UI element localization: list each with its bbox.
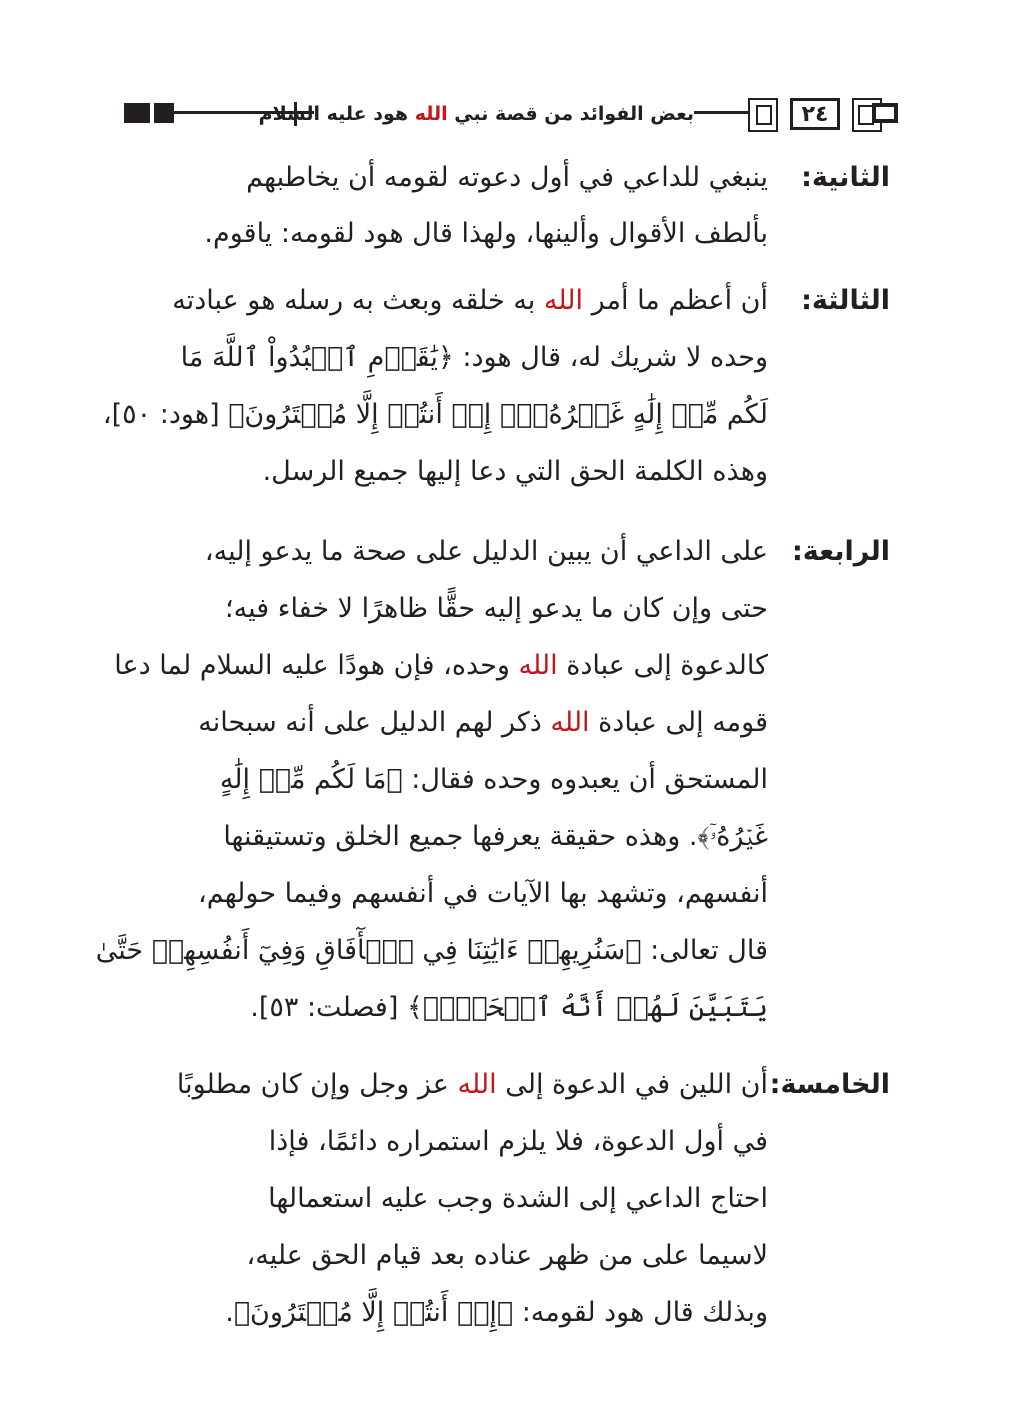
- text-segment: على الداعي أن يبين الدليل على صحة ما يدعو إليه،: [204, 536, 768, 567]
- header-end-ornament: [872, 103, 898, 123]
- text-line: [0, 923, 768, 979]
- text-line: [0, 638, 768, 694]
- header-end-ornament: [124, 103, 150, 123]
- text-segment: وحده لا شريك له، قال هود:: [453, 342, 768, 373]
- quran-quote: ﴿سَنُرِيهِمۡ ءَايَٰتِنَا فِي ٱلۡأٓفَاقِ وَفِيٓ أَنفُسِهِمۡ حَتَّىٰ: [95, 935, 642, 966]
- text-line: [0, 980, 768, 1036]
- text-segment: قال تعالى:: [641, 935, 768, 966]
- text-line: [0, 809, 768, 865]
- quran-quote: ﴿يَٰقَوۡمِ ٱعۡبُدُواْ ٱللَّهَ مَا: [180, 342, 454, 373]
- allah-word: الله: [550, 707, 590, 738]
- point-label: الثالثة:: [801, 285, 890, 316]
- text-segment: . وهذه حقيقة يعرفها جميع الخلق وتستيقنها: [223, 821, 698, 852]
- quran-quote: ﴿مَا لَكُم مِّنۡ إِلَٰهٍ: [219, 764, 403, 795]
- text-segment: بألطف الأقوال وألينها، ولهذا قال هود لقومه: ياقوم.: [204, 218, 768, 249]
- point-label: الثانية:: [801, 162, 890, 193]
- text-line: [0, 330, 768, 386]
- quran-quote: ﴿إِنۡ أَنتُمۡ إِلَّا مُفۡتَرُونَ﴾: [233, 1297, 514, 1328]
- point-label: الخامسة:: [769, 1069, 890, 1100]
- text-line: [0, 150, 768, 206]
- allah-word: الله: [518, 650, 558, 681]
- frame-ornament: [756, 105, 772, 125]
- text-segment: وحده، فإن هودًا عليه السلام لما دعا: [114, 650, 519, 681]
- header-rule: [694, 111, 749, 114]
- quran-quote: لَكُم مِّنۡ إِلَٰهٍ غَيۡرُهُۥٓۖ إِنۡ أَنتُمۡ إِلَّا مُفۡتَرُونَ﴾: [228, 399, 768, 430]
- text-segment: ينبغي للداعي في أول دعوته لقومه أن يخاطبهم: [246, 162, 768, 193]
- text-line: [0, 273, 768, 329]
- text-line: [0, 444, 768, 500]
- text-line: [0, 695, 768, 751]
- text-segment: احتاج الداعي إلى الشدة وجب عليه استعمالها: [268, 1183, 768, 1214]
- text-segment: [فصلت: ٥٣].: [250, 992, 407, 1023]
- text-line: [0, 524, 768, 580]
- text-line: [0, 1171, 768, 1227]
- quran-quote: غَيۡرُهُۥٓ﴾: [697, 821, 768, 852]
- allah-word: الله: [457, 1069, 497, 1100]
- text-line: [0, 1228, 768, 1284]
- allah-word: الله: [414, 103, 448, 125]
- allah-word: الله: [543, 285, 584, 316]
- text-segment: المستحق أن يعبدوه وحده فقال:: [402, 764, 768, 795]
- running-title: بعض الفوائد من قصة نبي الله هود عليه السلام: [258, 103, 694, 125]
- text-segment: في أول الدعوة، فلا يلزم استمراره دائمًا، فإذا: [268, 1126, 768, 1157]
- text-segment: وبذلك قال هود لقومه:: [513, 1297, 768, 1328]
- page-number-frame: [746, 96, 884, 134]
- text-segment: كالدعوة إلى عبادة: [557, 650, 768, 681]
- text-segment: قومه إلى عبادة: [589, 707, 768, 738]
- text-segment: ذكر لهم الدليل على أنه سبحانه: [198, 707, 551, 738]
- text-line: [0, 1285, 768, 1341]
- text-line: [0, 206, 768, 262]
- text-segment: به خلقه وبعث به رسله هو عبادته: [172, 285, 544, 316]
- header-end-ornament: [154, 103, 174, 123]
- text-line: [0, 866, 768, 922]
- text-segment: أنفسهم، وتشهد بها الآيات في أنفسهم وفيما حولهم،: [198, 878, 768, 909]
- text-line: [0, 581, 768, 637]
- quran-quote: يَتَبَيَّنَ لَهُمۡ أَنَّهُ ٱلۡحَقُّۗ﴾: [406, 992, 768, 1023]
- text-line: [0, 387, 768, 443]
- text-line: [0, 752, 768, 808]
- page-header: [124, 96, 894, 136]
- text-segment: أن اللين في الدعوة إلى: [496, 1069, 768, 1100]
- text-line: [0, 1114, 768, 1170]
- point-label: الرابعة:: [792, 536, 890, 567]
- text-line: [0, 1057, 768, 1113]
- text-segment: .: [225, 1297, 234, 1328]
- text-segment: لاسيما على من ظهر عناده بعد قيام الحق عليه،: [246, 1240, 768, 1271]
- text-segment: أن أعظم ما أمر: [583, 285, 768, 316]
- text-segment: [هود: ٥٠]،: [102, 399, 229, 430]
- text-segment: حتى وإن كان ما يدعو إليه حقًّا ظاهرًا لا خفاء فيه؛: [225, 593, 768, 624]
- text-segment: وهذه الكلمة الحق التي دعا إليها جميع الرسل.: [262, 456, 768, 487]
- page-number: ٢٤: [790, 98, 840, 130]
- text-segment: عز وجل وإن كان مطلوبًا: [176, 1069, 458, 1100]
